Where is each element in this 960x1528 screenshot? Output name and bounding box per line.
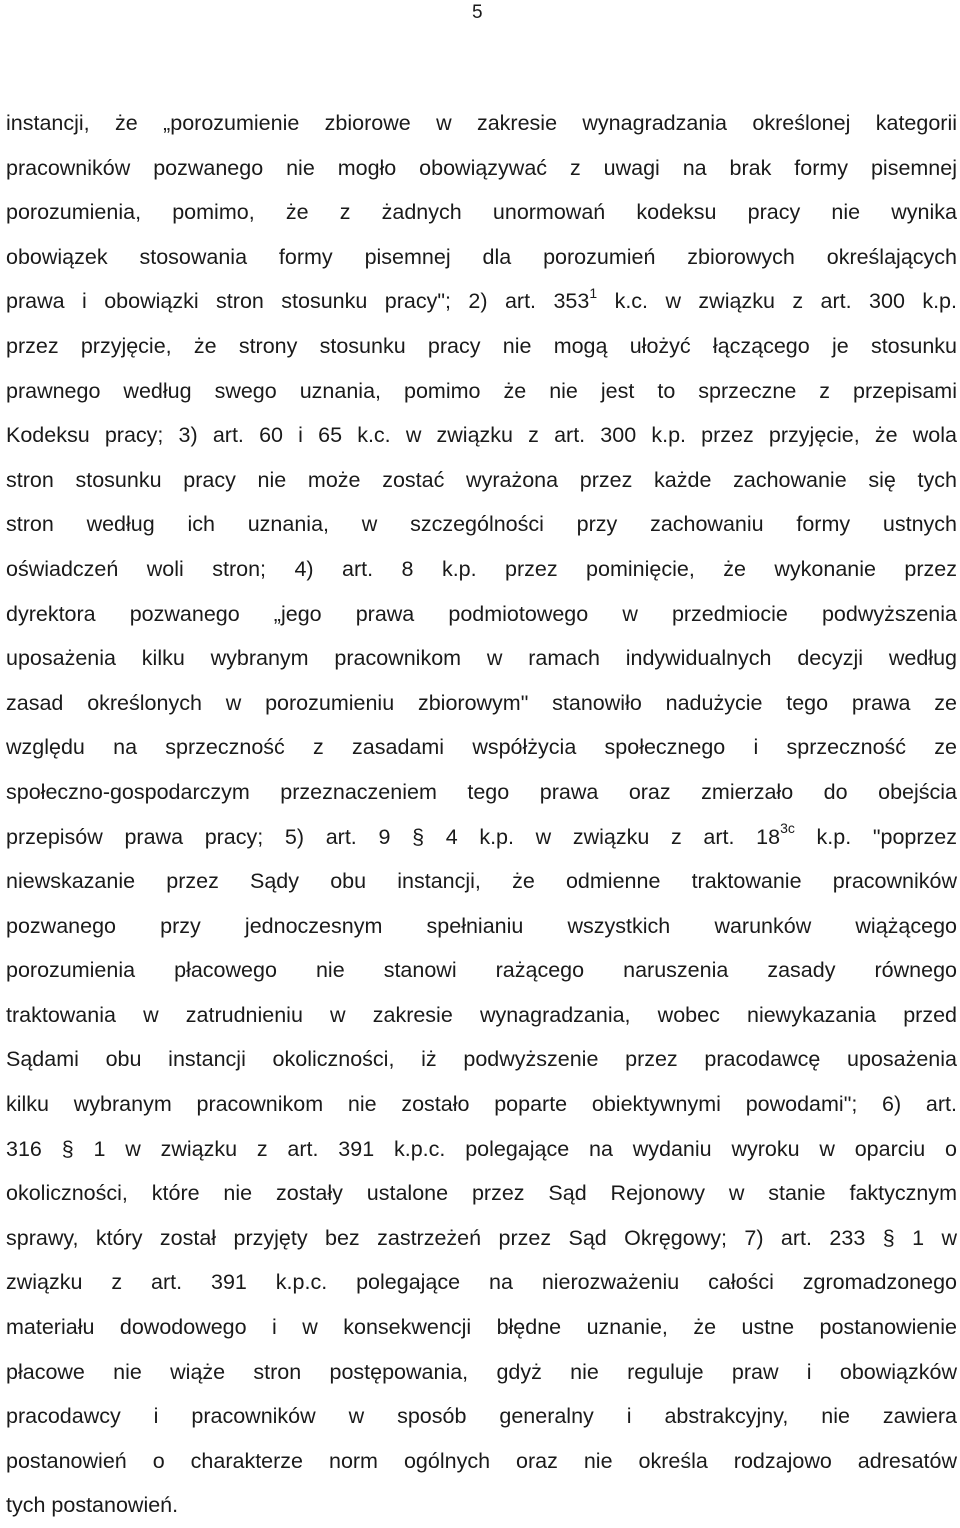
text-line: Kodeksu pracy; 3) art. 60 i 65 k.c. w związku z art. 300 k.p. przez przyjęcie, że wola xyxy=(6,423,957,448)
text-line: 316 § 1 w związku z art. 391 k.p.c. polegające na wydaniu wyroku w oparciu o xyxy=(6,1136,957,1161)
text-line: uposażenia kilku wybranym pracownikom w ramach indywidualnych decyzji według xyxy=(6,646,957,671)
text-line: prawnego według swego uznania, pomimo że nie jest to sprzeczne z przepisami xyxy=(6,378,957,403)
text-line: okoliczności, które nie zostały ustalone przez Sąd Rejonowy w stanie faktycznym xyxy=(6,1181,957,1206)
text-line: traktowania w zatrudnieniu w zakresie wynagradzania, wobec niewykazania przed xyxy=(6,1002,957,1027)
document-body xyxy=(6,101,957,1528)
text-segment: przepisów prawa pracy; 5) art. 9 § 4 k.p. w związku z art. 18 xyxy=(6,824,781,849)
text-segment: k.p. "poprzez xyxy=(794,824,957,849)
text-line: obowiązek stosowania formy pisemnej dla porozumień zbiorowych określających xyxy=(6,244,957,269)
text-line: stron według ich uznania, w szczególności przy zachowaniu formy ustnych xyxy=(6,512,957,537)
text-line: sprawy, który został przyjęty bez zastrzeżeń przez Sąd Okręgowy; 7) art. 233 § 1 w xyxy=(6,1225,957,1250)
text-line: stron stosunku pracy nie może zostać wyrażona przez każde zachowanie się tych xyxy=(6,467,957,492)
text-line: pozwanego przy jednoczesnym spełnianiu wszystkich warunków wiążącego xyxy=(6,913,957,938)
text-line: kilku wybranym pracownikom nie zostało poparte obiektywnymi powodami"; 6) art. xyxy=(6,1092,957,1117)
superscript: 1 xyxy=(589,285,598,302)
text-line: przez przyjęcie, że strony stosunku pracy nie mogą ułożyć łączącego je stosunku xyxy=(6,333,957,358)
text-segment: k.c. w związku z art. 300 k.p. xyxy=(597,289,957,314)
text-line: względu na sprzeczność z zasadami współżycia społecznego i sprzeczność ze xyxy=(6,735,957,760)
text-line: płacowe nie wiąże stron postępowania, gdyż nie reguluje praw i obowiązków xyxy=(6,1359,957,1384)
text-line: dyrektora pozwanego „jego prawa podmiotowego w przedmiocie podwyższenia xyxy=(6,601,957,626)
text-line: materiału dowodowego i w konsekwencji błędne uznanie, że ustne postanowienie xyxy=(6,1315,957,1340)
text-line: społeczno-gospodarczym przeznaczeniem tego prawa oraz zmierzało do obejścia xyxy=(6,779,957,804)
text-line: pracowników pozwanego nie mogło obowiązywać z uwagi na brak formy pisemnej xyxy=(6,155,957,180)
text-segment: prawa i obowiązki stron stosunku pracy"; 2) art. 353 xyxy=(6,289,590,314)
text-line: niewskazanie przez Sądy obu instancji, że odmienne traktowanie pracowników xyxy=(6,869,957,894)
text-line-with-superscript xyxy=(6,815,957,860)
text-line: porozumienia, pomimo, że z żadnych unormowań kodeksu pracy nie wynika xyxy=(6,200,957,225)
text-line: pracodawcy i pracowników w sposób generalny i abstrakcyjny, nie zawiera xyxy=(6,1404,957,1429)
text-line: zasad określonych w porozumieniu zbiorowym" stanowiło nadużycie tego prawa ze xyxy=(6,690,957,715)
text-line: związku z art. 391 k.p.c. polegające na nierozważeniu całości zgromadzonego xyxy=(6,1270,957,1295)
text-line: oświadczeń woli stron; 4) art. 8 k.p. przez pominięcie, że wykonanie przez xyxy=(6,556,957,581)
text-line: tych postanowień. xyxy=(6,1493,179,1518)
page-number: 5 xyxy=(472,2,483,23)
text-line: Sądami obu instancji okoliczności, iż podwyższenie przez pracodawcę uposażenia xyxy=(6,1047,957,1072)
superscript: 3c xyxy=(780,820,795,837)
text-line-with-superscript xyxy=(6,279,957,324)
text-line: porozumienia płacowego nie stanowi rażącego naruszenia zasady równego xyxy=(6,958,957,983)
text-line: instancji, że „porozumienie zbiorowe w zakresie wynagradzania określonej kategorii xyxy=(6,111,957,135)
text-line: postanowień o charakterze norm ogólnych oraz nie określa rodzajowo adresatów xyxy=(6,1448,957,1473)
